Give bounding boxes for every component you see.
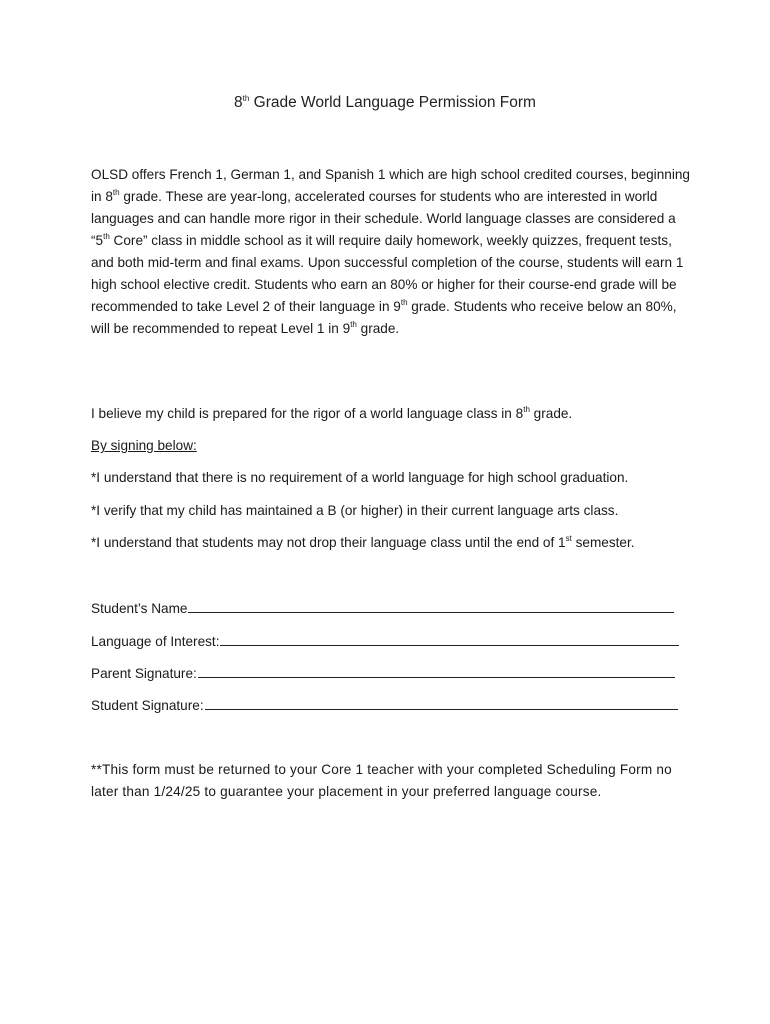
page-title bbox=[0, 94, 770, 112]
parent-signature-field[interactable] bbox=[91, 661, 675, 681]
signing-heading: By signing below: bbox=[91, 438, 197, 453]
belief-statement bbox=[91, 405, 572, 423]
student-name-field[interactable] bbox=[91, 596, 674, 616]
intro-sup-1: th bbox=[112, 188, 120, 197]
intro-text-2: grade. These are year-long, accelerated courses for students who are interested in world languages and can handle more rigor in their schedule. World language classes are considered a “5 bbox=[91, 189, 676, 248]
language-of-interest-label: Language of Interest: bbox=[91, 634, 220, 649]
statement-no-requirement: *I understand that there is no requirement of a world language for high school graduation. bbox=[91, 470, 629, 485]
intro-text-3: Core” class in middle school as it will require daily homework, weekly quizzes, frequent tests, and both mid-term and final exams. Upon successful completion of the course, students will earn 1 high school elective credit. Students who earn an 80% or higher for their course-end grade will be recommended to take Level 2 of their language in 9 bbox=[91, 233, 684, 314]
language-of-interest-field[interactable] bbox=[91, 629, 679, 649]
language-of-interest-line[interactable] bbox=[220, 633, 679, 646]
statement-no-drop-text: *I understand that students may not drop their language class until the end of 1 bbox=[91, 535, 566, 550]
statement-grade-verification: *I verify that my child has maintained a B (or higher) in their current language arts class. bbox=[91, 503, 619, 518]
belief-text: I believe my child is prepared for the rigor of a world language class in 8 bbox=[91, 406, 524, 421]
return-instructions-note: **This form must be returned to your Core 1 teacher with your completed Scheduling Form no later than 1/24/25 to guarantee your placement in your preferred language course. bbox=[91, 762, 672, 799]
student-signature-label: Student Signature: bbox=[91, 698, 204, 713]
parent-signature-line[interactable] bbox=[198, 665, 675, 678]
intro-text-5: grade. bbox=[356, 321, 400, 336]
belief-end: grade. bbox=[529, 406, 573, 421]
title-grade-number: 8 bbox=[234, 94, 243, 111]
parent-signature-label: Parent Signature: bbox=[91, 666, 197, 681]
statement-no-drop-end: semester. bbox=[571, 535, 635, 550]
intro-text-1: OLSD offers French 1, German 1, and Spanish 1 which are high school credited courses, beginning in 8 bbox=[91, 167, 690, 204]
statement-no-drop-sup: st bbox=[565, 534, 572, 543]
student-signature-field[interactable] bbox=[91, 693, 678, 713]
intro-paragraph bbox=[91, 164, 691, 340]
student-name-label: Student’s Name bbox=[91, 601, 188, 616]
title-grade-suffix: th bbox=[242, 94, 250, 103]
student-signature-line[interactable] bbox=[205, 697, 678, 710]
student-name-line[interactable] bbox=[188, 600, 674, 613]
intro-text-4: grade. Students who receive below an 80%, will be recommended to repeat Level 1 in 9 bbox=[91, 299, 677, 336]
intro-sup-3: th bbox=[400, 298, 408, 307]
statement-no-drop bbox=[91, 534, 635, 552]
intro-sup-2: th bbox=[103, 232, 110, 241]
belief-sup: th bbox=[523, 405, 530, 414]
title-text: Grade World Language Permission Form bbox=[249, 94, 536, 111]
intro-sup-4: th bbox=[350, 320, 357, 329]
